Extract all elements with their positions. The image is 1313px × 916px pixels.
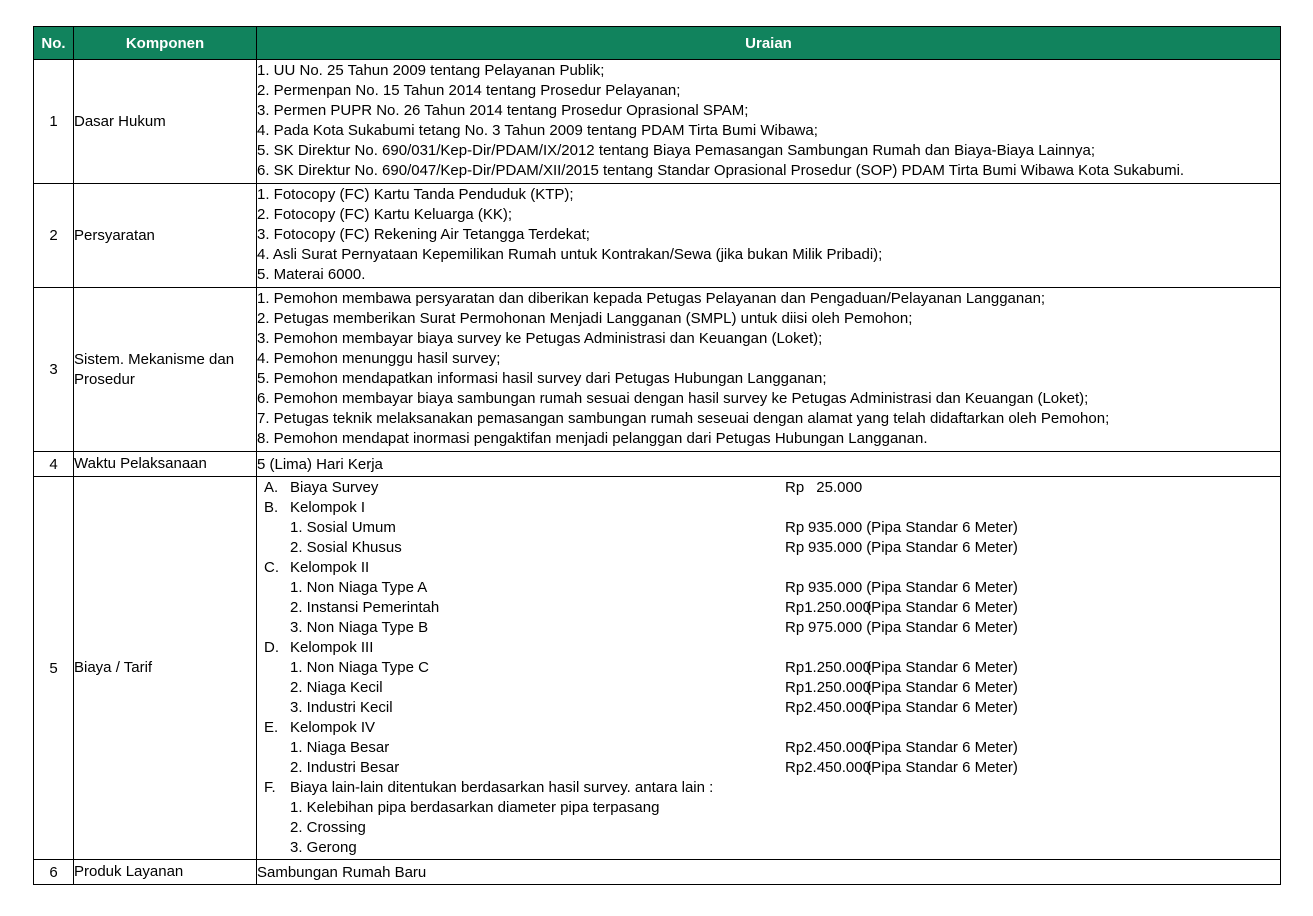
fee-amount: 2.450.000	[804, 699, 871, 716]
description-list	[257, 184, 1280, 287]
component-name	[74, 288, 257, 452]
fee-note: (Pipa Standar 6 Meter)	[866, 699, 1018, 716]
fee-item	[257, 758, 1280, 778]
fee-item-label: 3. Gerong	[290, 839, 357, 856]
row-number: 6	[34, 860, 74, 885]
fee-item-label: 2. Industri Besar	[290, 759, 400, 776]
component-name: Biaya / Tarif	[74, 477, 257, 860]
fee-item-label: 1. Non Niaga Type A	[290, 579, 428, 596]
fee-group	[257, 498, 1280, 518]
list-item: 2. Fotocopy (FC) Kartu Keluarga (KK);	[257, 206, 513, 223]
fee-item	[257, 798, 1280, 818]
fee-price	[785, 578, 1018, 598]
fee-note: (Pipa Standar 6 Meter)	[866, 539, 1018, 556]
fee-item-label: 1. Kelebihan pipa berdasarkan diameter pipa terpasang	[290, 799, 660, 816]
fee-price	[785, 738, 1018, 758]
table-row	[34, 860, 1281, 885]
fee-item	[257, 518, 1280, 538]
service-standard-table	[33, 26, 1281, 885]
fee-price	[785, 478, 862, 498]
list-item: 1. Pemohon membawa persyaratan dan diberikan kepada Petugas Pelayanan dan Pengaduan/Pelayanan Langganan;	[257, 290, 1046, 307]
header-komponen: Komponen	[74, 27, 257, 60]
fee-group-label: Kelompok III	[290, 639, 374, 656]
currency-label: Rp	[785, 539, 805, 556]
fee-price	[785, 698, 1018, 718]
fee-group	[257, 558, 1280, 578]
list-item: 5. Pemohon mendapatkan informasi hasil survey dari Petugas Hubungan Langganan;	[257, 370, 827, 387]
fee-note: (Pipa Standar 6 Meter)	[866, 519, 1018, 536]
header-no: No.	[34, 27, 74, 60]
currency-label: Rp	[785, 519, 805, 536]
currency-label: Rp	[785, 599, 805, 616]
fee-amount: 1.250.000	[804, 659, 871, 676]
fee-group-label: Kelompok IV	[290, 719, 376, 736]
fee-price	[785, 518, 1018, 538]
fee-price	[785, 618, 1018, 638]
fee-group-label: Kelompok II	[290, 559, 370, 576]
description-cell	[257, 60, 1281, 184]
fee-group-letter: D.	[264, 639, 279, 656]
fee-amount: 935.000	[807, 579, 863, 596]
list-item: 3. Permen PUPR No. 26 Tahun 2014 tentang Prosedur Oprasional SPAM;	[257, 102, 749, 119]
list-item: 4. Asli Surat Pernyataan Kepemilikan Rumah untuk Kontrakan/Sewa (jika bukan Milik Pribadi);	[257, 246, 883, 263]
fee-schedule	[257, 477, 1281, 860]
fee-price	[785, 678, 1018, 698]
description-value: 5 (Lima) Hari Kerja	[257, 452, 1281, 477]
fee-group-letter: F.	[264, 779, 276, 796]
fee-item	[257, 538, 1280, 558]
fee-amount: 975.000	[807, 619, 863, 636]
row-number: 1	[34, 60, 74, 184]
fee-item-label: 3. Non Niaga Type B	[290, 619, 429, 636]
fee-price	[785, 758, 1018, 778]
table-row	[34, 184, 1281, 288]
table-row	[34, 452, 1281, 477]
description-value: Sambungan Rumah Baru	[257, 860, 1281, 885]
fee-price	[785, 658, 1018, 678]
table-row	[34, 288, 1281, 452]
fee-note: (Pipa Standar 6 Meter)	[866, 739, 1018, 756]
row-number: 5	[34, 477, 74, 860]
list-item: 5. Materai 6000.	[257, 266, 366, 283]
fee-item-label: 2. Sosial Khusus	[290, 539, 402, 556]
fee-amount: 1.250.000	[804, 679, 871, 696]
table-row	[34, 60, 1281, 184]
fee-group-label: Kelompok I	[290, 499, 366, 516]
fee-item	[257, 678, 1280, 698]
list-item: 2. Petugas memberikan Surat Permohonan Menjadi Langganan (SMPL) untuk diisi oleh Pemohon;	[257, 310, 913, 327]
list-item: 5. SK Direktur No. 690/031/Kep-Dir/PDAM/IX/2012 tentang Biaya Pemasangan Sambungan Rumah dan Biaya-Biaya Lainnya;	[257, 142, 1095, 159]
fee-amount: 1.250.000	[804, 599, 871, 616]
fee-item	[257, 698, 1280, 718]
fee-amount: 2.450.000	[804, 739, 871, 756]
list-item: 3. Fotocopy (FC) Rekening Air Tetangga Terdekat;	[257, 226, 590, 243]
fee-item	[257, 838, 1280, 858]
table-row	[34, 477, 1281, 860]
currency-label: Rp	[785, 739, 805, 756]
fee-item	[257, 598, 1280, 618]
fee-list	[257, 477, 1280, 859]
description-list	[257, 288, 1280, 451]
fee-item-label: 2. Instansi Pemerintah	[290, 599, 440, 616]
fee-group-label: Biaya lain-lain ditentukan berdasarkan hasil survey. antara lain :	[290, 779, 714, 796]
component-name: Dasar Hukum	[74, 60, 257, 184]
currency-label: Rp	[785, 579, 805, 596]
fee-group	[257, 638, 1280, 658]
fee-group	[257, 778, 1280, 798]
description-list	[257, 60, 1280, 183]
fee-note: (Pipa Standar 6 Meter)	[866, 759, 1018, 776]
component-name-line: Sistem. Mekanisme dan	[74, 350, 235, 368]
fee-note: (Pipa Standar 6 Meter)	[866, 599, 1018, 616]
fee-amount: 25.000	[816, 479, 863, 496]
fee-item-label: 2. Crossing	[290, 819, 366, 836]
component-name: Produk Layanan	[74, 860, 257, 885]
description-cell	[257, 184, 1281, 288]
fee-item-label: 2. Niaga Kecil	[290, 679, 383, 696]
component-name: Waktu Pelaksanaan	[74, 452, 257, 477]
row-number: 2	[34, 184, 74, 288]
fee-item	[257, 818, 1280, 838]
fee-note: (Pipa Standar 6 Meter)	[866, 579, 1018, 596]
list-item: 1. Fotocopy (FC) Kartu Tanda Penduduk (KTP);	[257, 186, 574, 203]
fee-group-letter: E.	[264, 719, 279, 736]
fee-item	[257, 738, 1280, 758]
currency-label: Rp	[785, 659, 805, 676]
fee-item-label: 3. Industri Kecil	[290, 699, 393, 716]
currency-label: Rp	[785, 679, 805, 696]
list-item: 4. Pemohon menunggu hasil survey;	[257, 350, 501, 367]
currency-label: Rp	[785, 759, 805, 776]
list-item: 7. Petugas teknik melaksanakan pemasangan sambungan rumah seseuai dengan alamat yang telah didaftarkan oleh Pemohon;	[257, 410, 1110, 427]
fee-amount: 935.000	[807, 539, 863, 556]
fee-item	[257, 618, 1280, 638]
fee-note: (Pipa Standar 6 Meter)	[866, 619, 1018, 636]
list-item: 6. SK Direktur No. 690/047/Kep-Dir/PDAM/XII/2015 tentang Standar Oprasional Prosedur (SOP) PDAM Tirta Bumi Wibawa Kota Sukabumi.	[257, 162, 1185, 179]
component-name-line: Prosedur	[74, 370, 135, 388]
fee-item-label: 1. Niaga Besar	[290, 739, 390, 756]
description-cell	[257, 288, 1281, 452]
row-number: 3	[34, 288, 74, 452]
fee-group	[257, 478, 1280, 498]
list-item: 1. UU No. 25 Tahun 2009 tentang Pelayanan Publik;	[257, 62, 605, 79]
fee-note: (Pipa Standar 6 Meter)	[866, 679, 1018, 696]
list-item: 3. Pemohon membayar biaya survey ke Petugas Administrasi dan Keuangan (Loket);	[257, 330, 823, 347]
fee-group-letter: A.	[264, 479, 279, 496]
fee-group-letter: B.	[264, 499, 279, 516]
list-item: 4. Pada Kota Sukabumi tetang No. 3 Tahun 2009 tentang PDAM Tirta Bumi Wibawa;	[257, 122, 818, 139]
fee-group-letter: C.	[264, 559, 279, 576]
fee-item-label: 1. Sosial Umum	[290, 519, 396, 536]
currency-label: Rp	[785, 479, 805, 496]
fee-note: (Pipa Standar 6 Meter)	[866, 659, 1018, 676]
fee-group-label: Biaya Survey	[290, 479, 379, 496]
list-item: 6. Pemohon membayar biaya sambungan rumah sesuai dengan hasil survey ke Petugas Administrasi dan Keuangan (Loket);	[257, 390, 1089, 407]
fee-price	[785, 538, 1018, 558]
list-item: 8. Pemohon mendapat inormasi pengaktifan menjadi pelanggan dari Petugas Hubungan Langganan.	[257, 430, 928, 447]
fee-amount: 2.450.000	[804, 759, 871, 776]
fee-item	[257, 578, 1280, 598]
row-number: 4	[34, 452, 74, 477]
list-item: 2. Permenpan No. 15 Tahun 2014 tentang Prosedur Pelayanan;	[257, 82, 681, 99]
header-uraian: Uraian	[257, 27, 1281, 60]
currency-label: Rp	[785, 699, 805, 716]
table-header-row	[34, 27, 1281, 60]
fee-amount: 935.000	[807, 519, 863, 536]
fee-item	[257, 658, 1280, 678]
component-name: Persyaratan	[74, 184, 257, 288]
fee-group	[257, 718, 1280, 738]
fee-price	[785, 598, 1018, 618]
currency-label: Rp	[785, 619, 805, 636]
fee-item-label: 1. Non Niaga Type C	[290, 659, 429, 676]
